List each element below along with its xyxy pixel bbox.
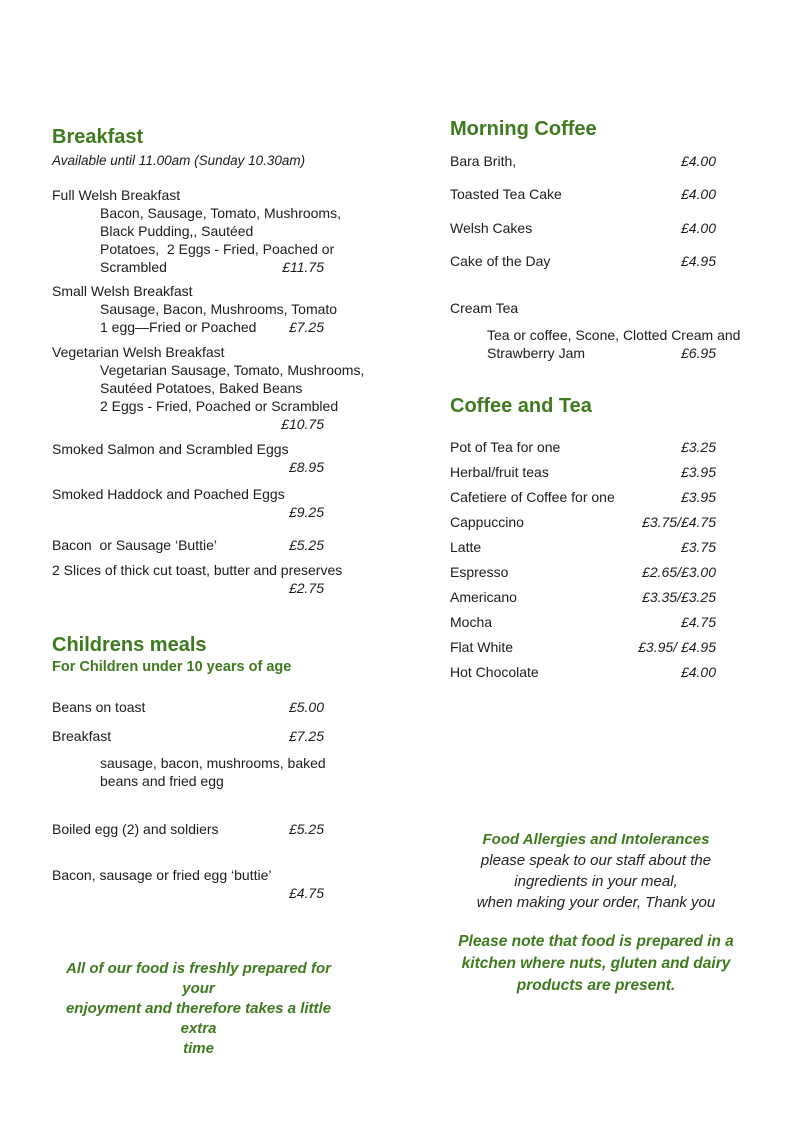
kitchen-notice-line: kitchen where nuts, gluten and dairy	[461, 955, 731, 972]
item-price: £3.75	[680, 539, 716, 555]
desc-line: 1 egg—Fried or Poached	[100, 319, 257, 335]
item-price: £8.95	[288, 459, 324, 475]
item-name-cream-tea: Cream Tea	[450, 300, 519, 316]
menu-item-latte	[450, 538, 716, 556]
menu-item-toasted-tea-cake	[450, 185, 716, 203]
item-price: £6.95	[680, 345, 716, 361]
item-price: £3.35/£3.25	[642, 589, 716, 605]
item-price: £5.25	[288, 537, 324, 553]
item-desc-full-welsh	[52, 204, 341, 276]
menu-item-flat-white	[450, 638, 716, 656]
item-name: Herbal/fruit teas	[450, 464, 549, 480]
item-price: £4.75	[288, 885, 324, 901]
menu-item-beans-on-toast	[52, 698, 324, 716]
menu-item-smoked-salmon	[52, 440, 324, 476]
item-name: Bacon, sausage or fried egg ‘buttie’	[52, 867, 272, 883]
breakfast-availability-note: Available until 11.00am (Sunday 10.30am)	[52, 153, 306, 168]
desc-price-row	[100, 258, 324, 276]
item-price: £7.25	[288, 319, 324, 335]
item-price: £3.75/£4.75	[642, 514, 716, 530]
item-price: £9.25	[288, 504, 324, 520]
item-price: £4.00	[680, 664, 716, 680]
item-price: £5.25	[288, 821, 324, 837]
allergy-notice	[450, 829, 742, 913]
menu-item-smoked-haddock	[52, 485, 324, 521]
desc-line: 2 Eggs - Fried, Poached or Scrambled	[100, 398, 339, 414]
allergy-notice-title: Food Allergies and Intolerances	[482, 831, 710, 848]
item-name: Flat White	[450, 639, 514, 655]
kitchen-notice-line: products are present.	[516, 977, 676, 994]
desc-line: Sausage, Bacon, Mushrooms, Tomato	[100, 301, 338, 317]
menu-item-kids-breakfast	[52, 727, 324, 745]
item-name: 2 Slices of thick cut toast, butter and preserves	[52, 562, 343, 578]
menu-item-herbal-teas	[450, 463, 716, 481]
item-price: £4.95	[680, 253, 716, 269]
item-desc-vegetarian-welsh	[52, 361, 365, 433]
allergy-notice-line: ingredients in your meal,	[514, 873, 678, 890]
desc-price-row	[487, 344, 716, 362]
menu-item-bara-brith	[450, 152, 716, 170]
item-price: £4.00	[680, 220, 716, 236]
item-name: Bara Brith,	[450, 153, 517, 169]
item-price: £3.95	[680, 464, 716, 480]
item-name: Smoked Salmon and Scrambled Eggs	[52, 441, 289, 457]
item-desc-small-welsh	[52, 300, 338, 336]
item-name: Americano	[450, 589, 517, 605]
item-name: Breakfast	[52, 728, 112, 744]
childrens-section-subtitle: For Children under 10 years of age	[52, 659, 292, 675]
desc-line: Tea or coffee, Scone, Clotted Cream and	[487, 327, 741, 343]
item-name: Smoked Haddock and Poached Eggs	[52, 486, 285, 502]
item-price: £3.95/ £4.95	[638, 639, 716, 655]
item-name-vegetarian-welsh: Vegetarian Welsh Breakfast	[52, 344, 225, 360]
item-name: Cake of the Day	[450, 253, 551, 269]
item-desc-cream-tea	[450, 326, 741, 362]
item-price: £4.00	[680, 186, 716, 202]
item-desc-kids-breakfast	[52, 754, 324, 790]
menu-item-welsh-cakes	[450, 219, 716, 237]
item-name: Cappuccino	[450, 514, 524, 530]
menu-item-espresso	[450, 563, 716, 581]
note-line: time	[183, 1040, 214, 1057]
item-name: Boiled egg (2) and soldiers	[52, 821, 219, 837]
menu-item-cappuccino	[450, 513, 716, 531]
kitchen-notice-line: Please note that food is prepared in a	[458, 933, 734, 950]
menu-item-hot-chocolate	[450, 663, 716, 681]
item-name: Welsh Cakes	[450, 220, 533, 236]
item-price: £4.75	[680, 614, 716, 630]
item-price: £7.25	[288, 728, 324, 744]
desc-line: Strawberry Jam	[487, 345, 586, 361]
item-name: Espresso	[450, 564, 509, 580]
item-name-small-welsh: Small Welsh Breakfast	[52, 283, 193, 299]
item-name: Mocha	[450, 614, 493, 630]
note-line: All of our food is freshly prepared for your	[65, 960, 332, 997]
menu-item-pot-of-tea	[450, 438, 716, 456]
item-price: £2.75	[288, 580, 324, 596]
desc-line: Vegetarian Sausage, Tomato, Mushrooms,	[100, 362, 365, 378]
kitchen-notice	[450, 931, 742, 997]
note-line: enjoyment and therefore takes a little extra	[65, 1000, 332, 1037]
menu-item-bacon-buttie	[52, 536, 324, 554]
item-name: Bacon or Sausage ‘Buttie’	[52, 537, 217, 553]
breakfast-section-title: Breakfast	[52, 126, 144, 148]
menu-item-cake-of-the-day	[450, 252, 716, 270]
desc-line: beans and fried egg	[100, 773, 224, 789]
fresh-food-note	[52, 959, 345, 1059]
desc-line: Potatoes, 2 Eggs - Fried, Poached or	[100, 241, 335, 257]
item-name: Cafetiere of Coffee for one	[450, 489, 615, 505]
item-name: Latte	[450, 539, 482, 555]
menu-item-americano	[450, 588, 716, 606]
menu-item-cafetiere	[450, 488, 716, 506]
desc-line: Bacon, Sausage, Tomato, Mushrooms,	[100, 205, 341, 221]
allergy-notice-line: when making your order, Thank you	[476, 894, 716, 911]
item-price: £3.95	[680, 489, 716, 505]
item-name: Pot of Tea for one	[450, 439, 561, 455]
desc-line: sausage, bacon, mushrooms, baked	[100, 755, 326, 771]
menu-item-toast	[52, 561, 343, 597]
coffee-tea-section-title: Coffee and Tea	[450, 395, 592, 417]
item-price: £10.75	[281, 416, 324, 432]
item-price: £11.75	[282, 259, 324, 275]
allergy-notice-line: please speak to our staff about the	[480, 852, 712, 869]
childrens-section-title: Childrens meals	[52, 634, 207, 656]
menu-item-mocha	[450, 613, 716, 631]
menu-item-boiled-egg	[52, 820, 324, 838]
desc-line: Scrambled	[100, 259, 167, 275]
item-price: £2.65/£3.00	[642, 564, 716, 580]
item-price: £4.00	[680, 153, 716, 169]
item-name: Beans on toast	[52, 699, 146, 715]
morning-coffee-section-title: Morning Coffee	[450, 118, 597, 140]
item-name: Toasted Tea Cake	[450, 186, 562, 202]
menu-item-kids-buttie	[52, 866, 324, 902]
desc-price-row	[100, 318, 324, 336]
item-name-full-welsh: Full Welsh Breakfast	[52, 187, 181, 203]
desc-line: Black Pudding,, Sautéed	[100, 223, 254, 239]
item-price: £5.00	[288, 699, 324, 715]
desc-line: Sautéed Potatoes, Baked Beans	[100, 380, 303, 396]
item-price: £3.25	[680, 439, 716, 455]
item-name: Hot Chocolate	[450, 664, 539, 680]
